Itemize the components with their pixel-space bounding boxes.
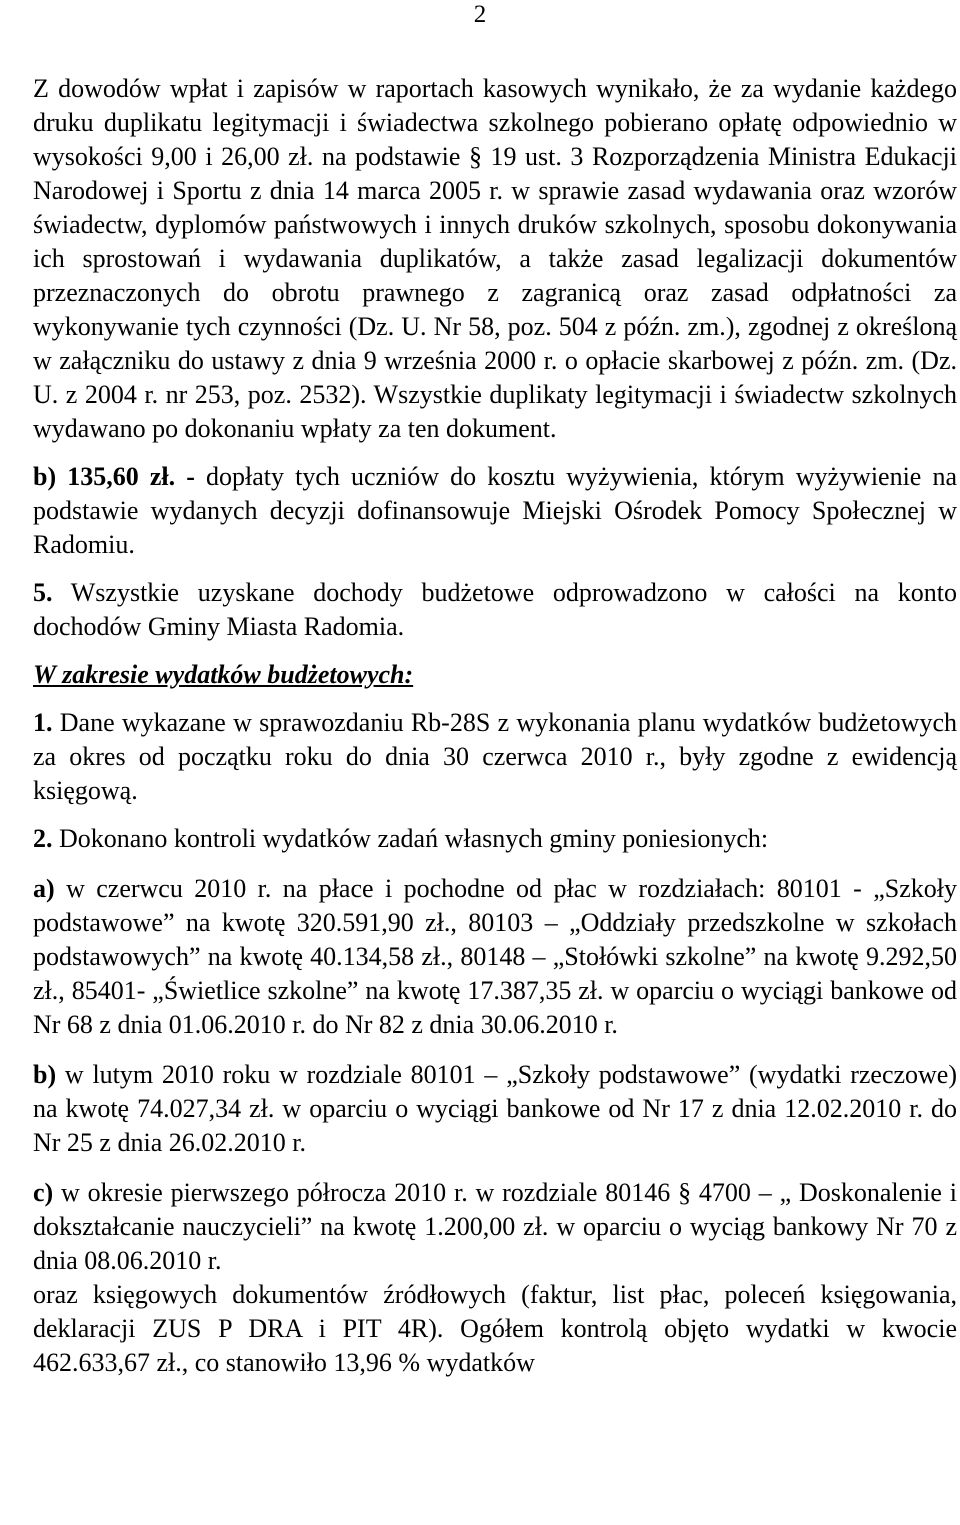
paragraph-5 [33, 576, 957, 644]
page-number: 2 [473, 1, 487, 28]
item-label: b) 135,60 zł. - [33, 462, 195, 491]
paragraph-2 [33, 822, 957, 856]
item-label: 1. [33, 708, 53, 737]
paragraph-b [33, 1058, 957, 1160]
item-label: 2. [33, 824, 53, 853]
paragraph-b-135 [33, 460, 957, 562]
item-label: a) [33, 874, 55, 903]
paragraph-1 [33, 706, 957, 808]
item-label: 5. [33, 578, 53, 607]
paragraph-summary: oraz księgowych dokumentów źródłowych (faktur, list płac, poleceń księgowania, deklaracji ZUS P DRA i PIT 4R). Ogółem kontrolą objęto wydatki w kwocie 462.633,67 zł., co stanowiło 13,96 % wydatków [33, 1280, 957, 1377]
paragraph-text: w czerwcu 2010 r. na płace i pochodne od płac w rozdziałach: 80101 - „Szkoły podstawowe” na kwotę 320.591,90 zł., 80103 – „Oddziały przedszkolne w szkołach podstawowych” na kwotę 40.134,58 zł., 80148 – „Stołówki szkolne” na kwotę 9.292,50 zł., 85401- „Świetlice szkolne” na kwotę 17.387,35 zł. w oparciu o wyciągi bankowe od Nr 68 z dnia 01.06.2010 r. do Nr 82 z dnia 30.06.2010 r. [33, 874, 957, 1039]
document-body [33, 72, 957, 1380]
section-heading: W zakresie wydatków budżetowych: [33, 660, 414, 689]
paragraph-text: w lutym 2010 roku w rozdziale 80101 – „Szkoły podstawowe” (wydatki rzeczowe) na kwotę 74.027,34 zł. w oparciu o wyciągi bankowe od Nr 17 z dnia 12.02.2010 r. do Nr 25 z dnia 26.02.2010 r. [33, 1060, 957, 1157]
paragraph-text: Dokonano kontroli wydatków zadań własnych gminy poniesionych: [52, 824, 769, 853]
item-label: b) [33, 1060, 57, 1089]
paragraph-text: dopłaty tych uczniów do kosztu wyżywienia, którym wyżywienie na podstawie wydanych decyzji dofinansowuje Miejski Ośrodek Pomocy Społecznej w Radomiu. [33, 462, 957, 559]
paragraph-duplicate-fees: Z dowodów wpłat i zapisów w raportach kasowych wynikało, że za wydanie każdego druku duplikatu legitymacji i świadectwa szkolnego pobierano opłatę odpowiednio w wysokości 9,00 i 26,00 zł. na podstawie § 19 ust. 3 Rozporządzenia Ministra Edukacji Narodowej i Sportu z dnia 14 marca 2005 r. w sprawie zasad wydawania oraz wzorów świadectw, dyplomów państwowych i innych druków szkolnych, sposobu dokonywania ich sprostowań i wydawania duplikatów, a także zasad legalizacji dokumentów przeznaczonych do obrotu prawnego z zagranicą oraz zasad odpłatności za wykonywanie tych czynności (Dz. U. Nr 58, poz. 504 z późn. zm.), zgodnej z określoną w załączniku do ustawy z dnia 9 września 2000 r. o opłacie skarbowej z późn. zm. (Dz. U. z 2004 r. nr 253, poz. 2532). Wszystkie duplikaty legitymacji i świadectw szkolnych wydawano po dokonaniu wpłaty za ten dokument. [33, 74, 957, 443]
paragraph-a [33, 872, 957, 1042]
paragraph-text: Dane wykazane w sprawozdaniu Rb-28S z wykonania planu wydatków budżetowych za okres od początku roku do dnia 30 czerwca 2010 r., były zgodne z ewidencją księgową. [33, 708, 957, 805]
item-label: c) [33, 1178, 54, 1207]
paragraph-text: Wszystkie uzyskane dochody budżetowe odprowadzono w całości na konto dochodów Gminy Miasta Radomia. [33, 578, 957, 641]
paragraph-text: w okresie pierwszego półrocza 2010 r. w rozdziale 80146 § 4700 – „ Doskonalenie i dokształcanie nauczycieli” na kwotę 1.200,00 zł. w oparciu o wyciąg bankowy Nr 70 z dnia 08.06.2010 r. [33, 1178, 957, 1275]
paragraph-c [33, 1176, 957, 1278]
